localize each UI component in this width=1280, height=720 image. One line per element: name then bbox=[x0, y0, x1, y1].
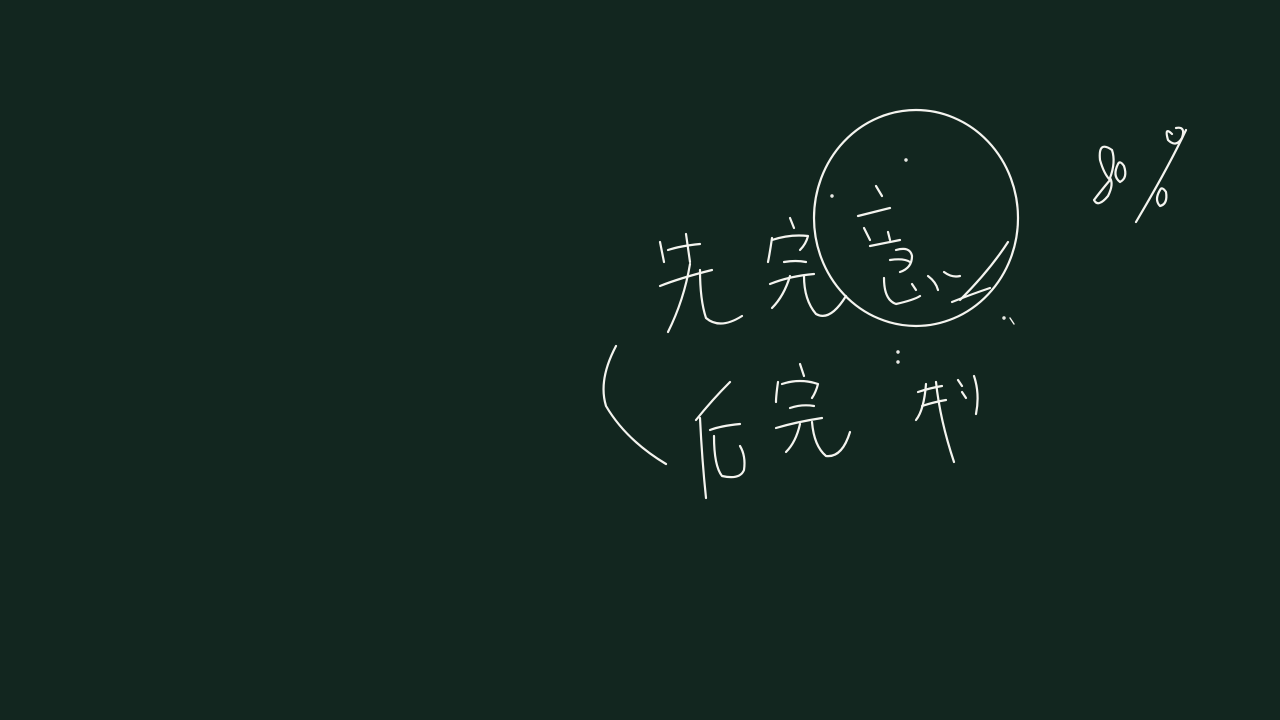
handwriting-line-2 bbox=[604, 346, 978, 498]
percent-annotation bbox=[1094, 128, 1186, 222]
circle-annotation bbox=[814, 110, 1018, 326]
handwriting-line-1 bbox=[660, 159, 1014, 332]
